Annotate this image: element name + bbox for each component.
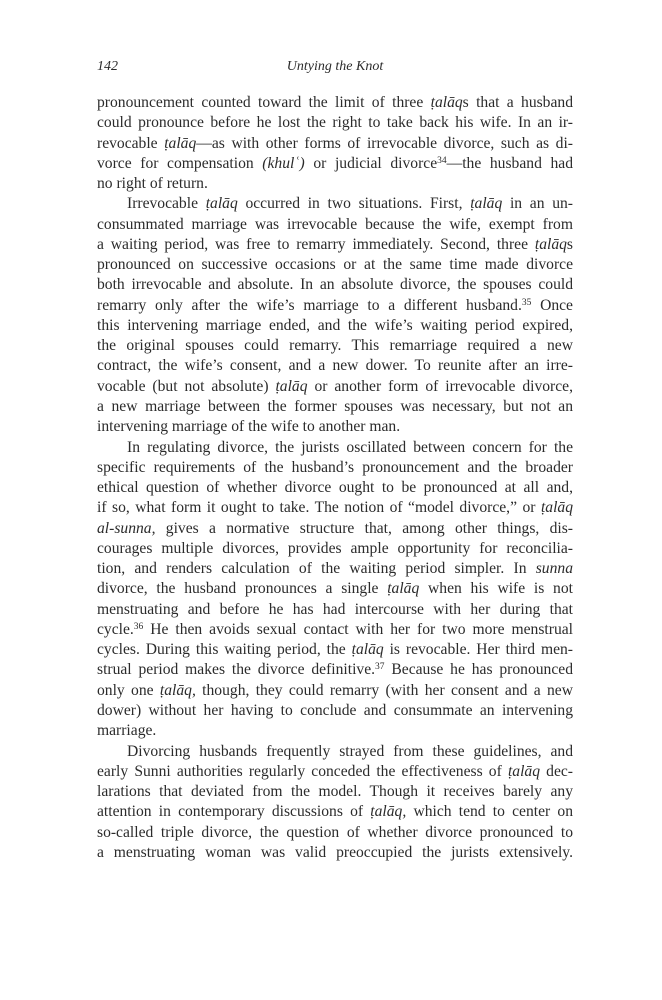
italic-term: ṭalāq bbox=[275, 377, 308, 395]
text-line bbox=[97, 701, 573, 721]
text-run: contract, the wife’s consent, and a new dower. To reunite after an irre- bbox=[97, 357, 573, 375]
text-run: pronounced on successive occasions or at the same time made divorce bbox=[97, 256, 573, 274]
text-run: consummated marriage was irrevocable because the wife, exempt from bbox=[97, 215, 573, 233]
text-run: dec- bbox=[540, 762, 574, 780]
text-run: s bbox=[566, 235, 573, 253]
text-line bbox=[97, 154, 573, 174]
text-run: pronouncement counted toward the limit of three bbox=[97, 94, 431, 111]
text-run: revocable bbox=[97, 134, 165, 152]
text-run: in an un- bbox=[502, 195, 573, 213]
text-line bbox=[97, 660, 573, 680]
text-run: marriage. bbox=[97, 722, 157, 740]
italic-term: ṭalāq bbox=[205, 195, 238, 213]
footnote-ref: 35 bbox=[521, 297, 532, 308]
text-line bbox=[97, 762, 573, 782]
text-line bbox=[97, 377, 573, 397]
text-line bbox=[97, 640, 573, 660]
footnote-ref: 36 bbox=[133, 621, 144, 632]
text-line bbox=[97, 93, 573, 113]
text-line bbox=[97, 478, 573, 498]
text-run: courages multiple divorces, provides ample opportunity for reconcilia- bbox=[97, 539, 573, 557]
running-head bbox=[97, 57, 573, 77]
paragraph bbox=[97, 438, 573, 742]
text-run: gives a normative structure that, among other things, dis- bbox=[155, 519, 573, 537]
page-number: 142 bbox=[97, 59, 118, 74]
text-line bbox=[97, 215, 573, 235]
text-line bbox=[97, 275, 573, 295]
text-run: so-called triple divorce, the question of whether divorce pronounced to bbox=[97, 823, 573, 841]
text-run: attention in contemporary discussions of bbox=[97, 803, 371, 821]
text-line bbox=[97, 539, 573, 559]
text-run: a new marriage between the former spouses was necessary, but not an bbox=[97, 397, 573, 415]
text-run: a menstruating woman was valid preoccupied the jurists extensively. bbox=[97, 843, 573, 861]
text-run: could pronounce before he lost the right to take back his wife. In an ir- bbox=[97, 114, 573, 132]
text-line bbox=[97, 336, 573, 356]
italic-term: ṭalāq, bbox=[159, 681, 196, 699]
text-run: ethical question of whether divorce ought to be pronounced at all and, bbox=[97, 479, 573, 497]
text-line bbox=[97, 559, 573, 579]
text-line bbox=[97, 356, 573, 376]
text-line bbox=[97, 519, 573, 539]
book-title: Untying the Knot bbox=[286, 59, 384, 74]
text-run: only one bbox=[97, 681, 160, 699]
text-line bbox=[97, 316, 573, 336]
italic-term: (khulʿ) bbox=[262, 154, 305, 172]
paragraph bbox=[97, 93, 573, 194]
body-text bbox=[97, 93, 573, 863]
text-line bbox=[97, 235, 573, 255]
text-run: —as with other forms of irrevocable divorce, such as di- bbox=[196, 134, 574, 152]
text-run: when his wife is not bbox=[419, 580, 573, 598]
text-line bbox=[97, 498, 573, 518]
text-run: cycle. bbox=[97, 620, 134, 638]
text-line bbox=[97, 397, 573, 417]
text-line bbox=[97, 802, 573, 822]
text-run: In regulating divorce, the jurists oscillated between concern for the bbox=[127, 438, 573, 456]
text-run: is revocable. Her third men- bbox=[383, 641, 573, 659]
text-line bbox=[97, 782, 573, 802]
text-line bbox=[97, 194, 573, 214]
italic-term: ṭalāq bbox=[540, 499, 573, 517]
text-line bbox=[97, 823, 573, 843]
italic-term: sunna bbox=[535, 560, 573, 578]
text-run: dower) without her having to conclude and consummate an intervening bbox=[97, 701, 573, 719]
text-run: or judicial divorce bbox=[304, 154, 438, 172]
text-run: which tend to center on bbox=[406, 803, 573, 821]
text-run: vorce for compensation bbox=[97, 154, 263, 172]
text-run: Because he has pronounced bbox=[384, 661, 573, 679]
text-run: —the husband had bbox=[446, 154, 574, 172]
italic-term: ṭalāq bbox=[470, 195, 503, 213]
text-run: intervening marriage of the wife to another man. bbox=[97, 418, 401, 436]
text-run: if so, what form it ought to take. The notion of “model divorce,” or bbox=[97, 499, 541, 517]
text-line bbox=[97, 843, 573, 863]
text-run: Divorcing husbands frequently strayed from these guidelines, and bbox=[127, 742, 573, 760]
text-line bbox=[97, 721, 573, 741]
footnote-ref: 37 bbox=[375, 662, 385, 673]
text-run: tion, and renders calculation of the waiting period simpler. In bbox=[97, 560, 536, 578]
italic-term: ṭalāq bbox=[507, 762, 541, 780]
italic-term: ṭalāq bbox=[430, 94, 463, 111]
italic-term: ṭalāq, bbox=[370, 803, 407, 821]
text-line bbox=[97, 681, 573, 701]
text-run: a waiting period, was free to remarry immediately. Second, three bbox=[97, 235, 535, 253]
text-line bbox=[97, 620, 573, 640]
text-run: strual period makes the divorce definitive. bbox=[97, 661, 376, 679]
italic-term: ṭalāq bbox=[387, 580, 420, 598]
text-run: Irrevocable bbox=[127, 195, 206, 213]
text-run: the original spouses could remarry. This remarriage required a new bbox=[97, 337, 573, 355]
text-run: or another form of irrevocable divorce, bbox=[307, 377, 573, 395]
text-run: occurred in two situations. First, bbox=[237, 195, 471, 213]
text-run: divorce, the husband pronounces a single bbox=[97, 580, 388, 598]
text-line bbox=[97, 296, 573, 316]
text-run: He then avoids sexual contact with her for two more menstrual bbox=[143, 620, 573, 638]
text-line bbox=[97, 600, 573, 620]
italic-term: ṭalāq bbox=[164, 134, 197, 152]
text-line bbox=[97, 579, 573, 599]
text-run: this intervening marriage ended, and the wife’s waiting period expired, bbox=[97, 316, 573, 334]
text-run: menstruating and before he has had intercourse with her during that bbox=[97, 600, 573, 618]
text-run: vocable (but not absolute) bbox=[97, 377, 276, 395]
text-run: no right of return. bbox=[97, 175, 208, 193]
text-run: though, they could remarry (with her consent and a new bbox=[195, 681, 573, 699]
footnote-ref: 34 bbox=[437, 155, 447, 166]
paragraph bbox=[97, 742, 573, 864]
text-run: early Sunni authorities regularly conceded the effectiveness of bbox=[97, 762, 508, 780]
text-run: larations that deviated from the model. Though it receives barely any bbox=[97, 783, 573, 801]
text-line bbox=[97, 417, 573, 437]
text-line bbox=[97, 113, 573, 133]
paragraph bbox=[97, 194, 573, 437]
italic-term: ṭalāq bbox=[351, 641, 384, 659]
text-line bbox=[97, 255, 573, 275]
text-line bbox=[97, 438, 573, 458]
text-run: cycles. During this waiting period, the bbox=[97, 641, 352, 659]
italic-term: al-sunna, bbox=[97, 519, 156, 537]
text-run: both irrevocable and absolute. In an absolute divorce, the spouses could bbox=[97, 276, 573, 294]
italic-term: ṭalāq bbox=[534, 235, 567, 253]
text-line bbox=[97, 742, 573, 762]
text-line bbox=[97, 174, 573, 194]
text-run: specific requirements of the husband’s pronouncement and the broader bbox=[97, 458, 573, 476]
text-run: s that a husband bbox=[462, 94, 573, 111]
text-line bbox=[97, 134, 573, 154]
text-run: remarry only after the wife’s marriage to a different husband. bbox=[97, 296, 522, 314]
text-line bbox=[97, 458, 573, 478]
text-run: Once bbox=[531, 296, 573, 314]
